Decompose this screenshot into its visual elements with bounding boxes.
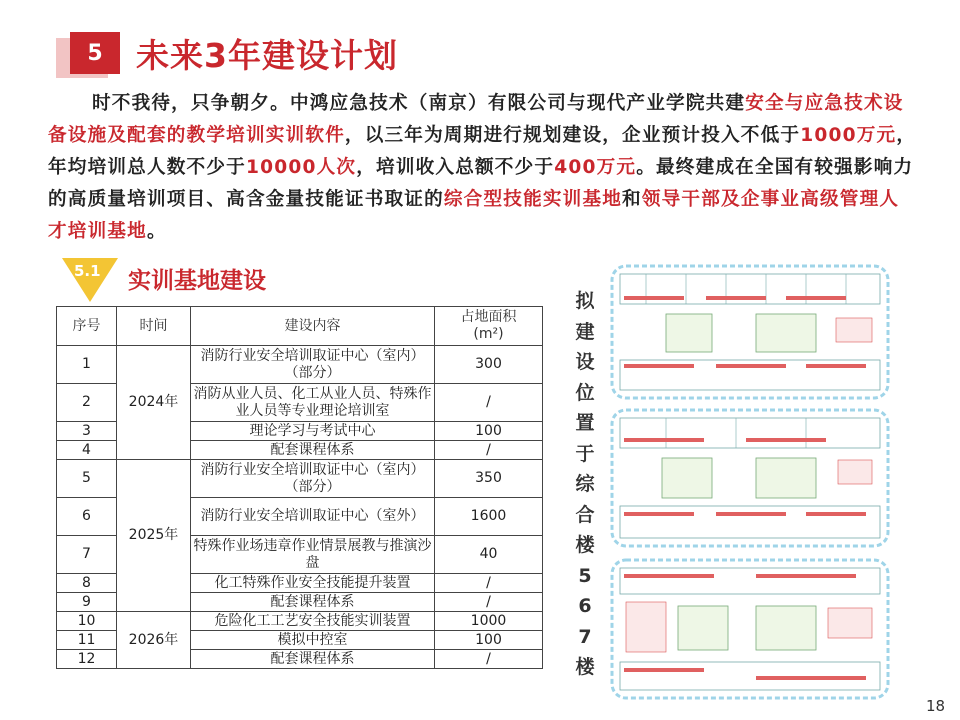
intro-highlight: 10000人次 <box>245 157 357 178</box>
header-area-label: 占地面积 <box>460 309 517 325</box>
caption-char: 7 <box>578 625 592 648</box>
section-badge: 5 <box>70 32 120 74</box>
cell-area: 350 <box>435 460 543 498</box>
cell-year: 2025年 <box>117 460 191 612</box>
cell-content: 消防行业安全培训取证中心（室外） <box>191 498 435 536</box>
caption-char: 6 <box>578 595 592 617</box>
intro-text: ，培训收入总额不少于 <box>356 157 555 178</box>
page-title: 未来3年建设计划 <box>136 36 398 75</box>
caption-char: 拟 <box>575 290 595 312</box>
cell-content: 消防行业安全培训取证中心（室内）（部分） <box>191 346 435 384</box>
cell-content: 理论学习与考试中心 <box>191 422 435 441</box>
caption-char: 综 <box>575 473 595 495</box>
cell-area: 100 <box>435 631 543 650</box>
table-row <box>57 346 543 384</box>
intro-highlight: 综合型技能实训基地 <box>443 189 623 210</box>
cell-no: 10 <box>57 612 117 631</box>
cell-content: 配套课程体系 <box>191 441 435 460</box>
cell-area: / <box>435 384 543 422</box>
intro-paragraph <box>48 88 918 248</box>
subsection-title: 实训基地建设 <box>128 268 266 294</box>
intro-text: 和 <box>622 189 642 210</box>
cell-content: 消防行业安全培训取证中心（室内）（部分） <box>191 460 435 498</box>
cell-no: 8 <box>57 574 117 593</box>
intro-highlight: 安全与应急技术设备设施及配套的教学培训实训软件 <box>48 93 904 146</box>
cell-content: 特殊作业场违章作业情景展教与推演沙盘 <box>191 536 435 574</box>
cell-content: 模拟中控室 <box>191 631 435 650</box>
caption-char: 置 <box>575 412 595 434</box>
cell-content: 消防从业人员、化工从业人员、特殊作业人员等专业理论培训室 <box>191 384 435 422</box>
cell-no: 3 <box>57 422 117 441</box>
subsection-number: 5.1 <box>74 262 101 280</box>
cell-area: / <box>435 650 543 669</box>
floor-plan-image <box>606 262 896 704</box>
page-number: 18 <box>926 697 946 715</box>
cell-area: 100 <box>435 422 543 441</box>
cell-no: 9 <box>57 593 117 612</box>
caption-char: 位 <box>575 381 595 404</box>
cell-content: 配套课程体系 <box>191 593 435 612</box>
cell-no: 11 <box>57 631 117 650</box>
construction-plan-table <box>56 306 543 669</box>
intro-highlight: 领导干部及企事业高级管理人才培训基地 <box>48 189 900 242</box>
cell-area: 1600 <box>435 498 543 536</box>
intro-text: ，年均培训总人数不少于 <box>48 125 917 178</box>
cell-no: 6 <box>57 498 117 536</box>
caption-char: 设 <box>575 351 595 373</box>
intro-text: 。 <box>146 221 167 242</box>
cell-year: 2026年 <box>117 612 191 669</box>
cell-area: / <box>435 441 543 460</box>
cell-no: 1 <box>57 346 117 384</box>
intro-text: 。最终建成在全国有较强影响力的高质量培训项目、高含金量技能证书取证的 <box>48 157 914 210</box>
side-caption <box>570 286 600 683</box>
cell-content: 配套课程体系 <box>191 650 435 669</box>
cell-no: 2 <box>57 384 117 422</box>
cell-content: 化工特殊作业安全技能提升装置 <box>191 574 435 593</box>
table-row <box>57 612 543 631</box>
cell-no: 7 <box>57 536 117 574</box>
header-time: 时间 <box>117 307 191 346</box>
intro-highlight: 1000万元 <box>800 125 897 146</box>
header-no: 序号 <box>57 307 117 346</box>
cell-area: 1000 <box>435 612 543 631</box>
caption-char: 于 <box>575 442 595 465</box>
caption-char: 建 <box>575 320 595 343</box>
cell-no: 12 <box>57 650 117 669</box>
cell-area: / <box>435 574 543 593</box>
intro-highlight: 400万元 <box>554 157 637 178</box>
cell-year: 2024年 <box>117 346 191 460</box>
header-area-unit: (m²) <box>473 326 504 342</box>
cell-no: 4 <box>57 441 117 460</box>
caption-char: 合 <box>575 503 595 526</box>
caption-char: 5 <box>578 564 592 587</box>
cell-content: 危险化工工艺安全技能实训装置 <box>191 612 435 631</box>
cell-no: 5 <box>57 460 117 498</box>
header-area <box>435 307 543 346</box>
intro-text: ，以三年为周期进行规划建设，企业预计投入不低于 <box>344 125 801 146</box>
cell-area: 300 <box>435 346 543 384</box>
intro-text: 时不我待，只争朝夕。中鸿应急技术（南京）有限公司与现代产业学院共建 <box>92 93 746 114</box>
header-content: 建设内容 <box>191 307 435 346</box>
cell-area: 40 <box>435 536 543 574</box>
caption-char: 楼 <box>575 534 595 556</box>
cell-area: / <box>435 593 543 612</box>
table-row <box>57 460 543 498</box>
caption-char: 楼 <box>575 656 595 678</box>
